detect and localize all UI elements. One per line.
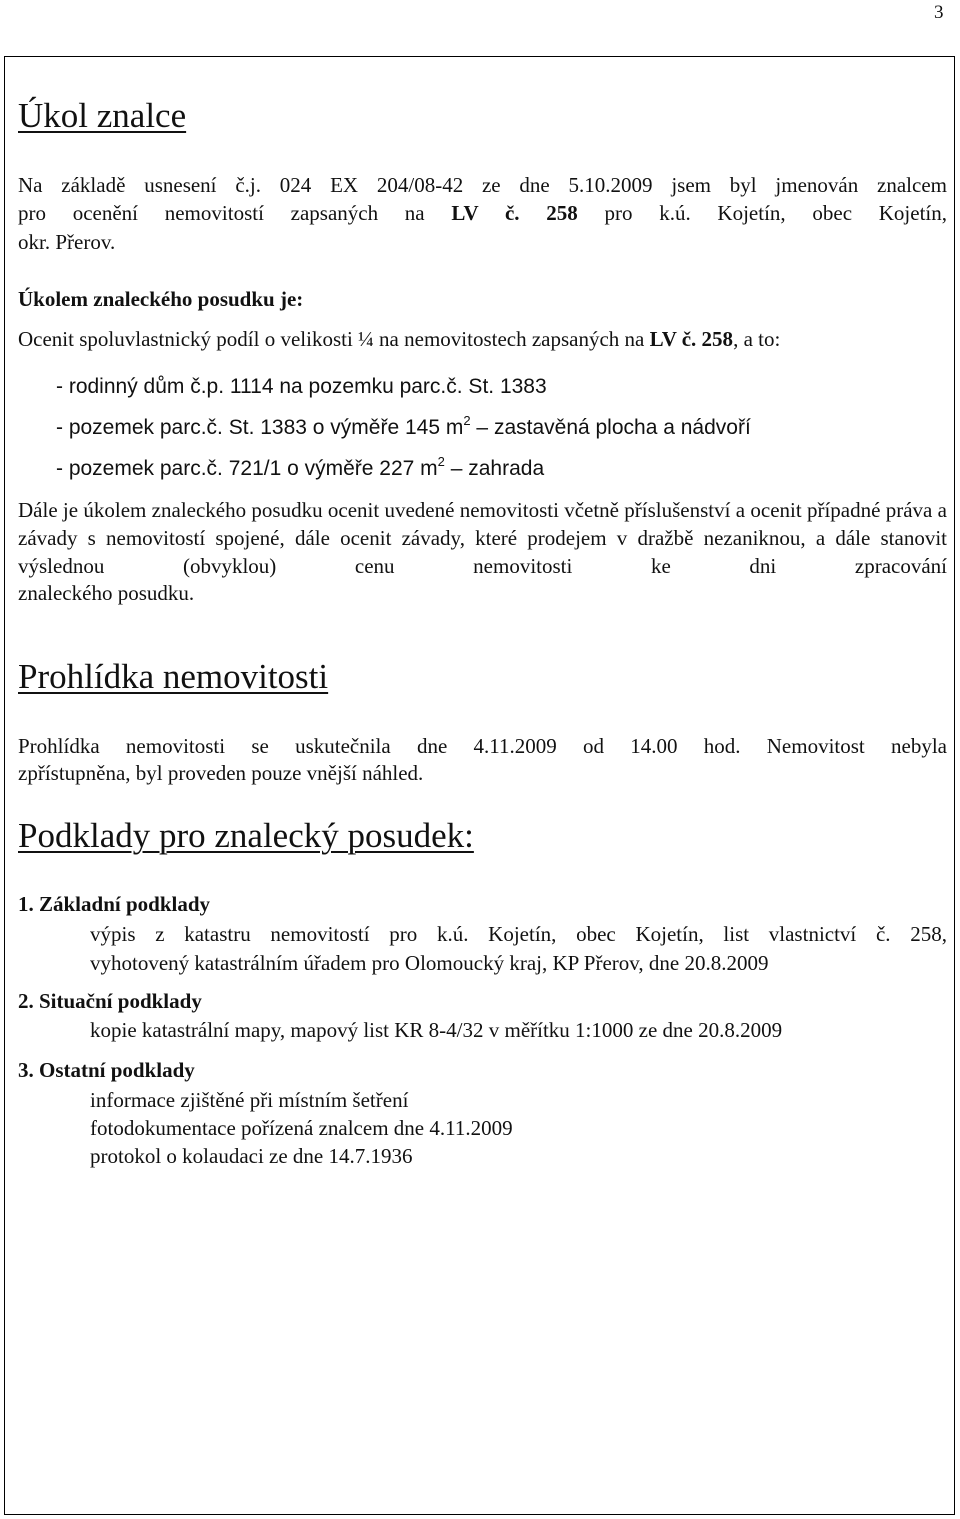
intro-line-2 [18,200,947,227]
further-task-paragraph: Dále je úkolem znaleckého posudku ocenit uvedené nemovitosti včetně příslušenství a ocenit případné práva a závady s nemovitostí spojené, dále ocenit závady, které prodejem v dražbě nezaniknou, a dále stanovit výslednou (obvyklou) cenu nemovitosti ke dni zpracování [18,498,947,578]
lv-number: LV č. 258 [451,201,578,225]
source-line: kopie katastrální mapy, mapový list KR 8-4/32 v měřítku 1:1000 ze dne 20.8.2009 [90,1018,783,1042]
source-line: fotodokumentace pořízená znalcem dne 4.11.2009 [90,1116,513,1140]
intro-line-1: Na základě usnesení č.j. 024 EX 204/08-42 ze dne 5.10.2009 jsem byl jmenován znalcem [18,173,947,197]
property-item-text: - pozemek parc.č. 721/1 o výměře 227 m [56,457,438,480]
intro-text-a: pro ocenění nemovitostí zapsaných na [18,201,452,225]
task-line [18,326,780,353]
page-number: 3 [934,2,944,23]
section-heading-podklady: Podklady pro znalecký posudek: [18,816,474,855]
task-lv-number: LV č. 258 [649,327,734,351]
superscript: 2 [463,413,471,428]
property-item-2 [56,414,751,441]
property-item-rest: – zastavěná plocha a nádvoří [470,416,751,439]
source-line: protokol o kolaudaci ze dne 14.7.1936 [90,1144,413,1168]
superscript: 2 [437,454,445,469]
inspection-text: Prohlídka nemovitosti se uskutečnila dne 4.11.2009 od 14.00 hod. Nemovitost nebyla [18,734,947,758]
task-label: Úkolem znaleckého posudku je: [18,287,304,311]
intro-text-c: pro k.ú. Kojetín, obec Kojetín, [577,201,947,225]
source-line: informace zjištěné při místním šetření [90,1088,409,1112]
property-item-rest: – zahrada [444,457,545,480]
property-item-text: - rodinný dům č.p. 1114 na pozemku parc.č. St. 1383 [56,375,547,398]
intro-line-3: okr. Přerov. [18,230,116,254]
task-text-a: Ocenit spoluvlastnický podíl o velikosti ¼ na nemovitostech zapsaných na [18,327,650,351]
property-item-3 [56,455,544,482]
source-line: vyhotovený katastrálním úřadem pro Olomoucký kraj, KP Přerov, dne 20.8.2009 [90,951,769,975]
property-item-1 [56,373,547,400]
section-heading-ukol: Úkol znalce [18,96,187,135]
source-title-2: 2. Situační podklady [18,989,202,1013]
further-task-end: znaleckého posudku. [18,581,195,605]
property-item-text: - pozemek parc.č. St. 1383 o výměře 145 m [56,416,464,439]
source-line: výpis z katastru nemovitostí pro k.ú. Kojetín, obec Kojetín, list vlastnictví č. 258, [90,922,947,946]
task-text-c: , a to: [733,327,781,351]
inspection-text-end: zpřístupněna, byl proveden pouze vnější náhled. [18,761,424,785]
section-heading-prohlidka: Prohlídka nemovitosti [18,657,329,696]
source-title-3: 3. Ostatní podklady [18,1058,195,1082]
source-title-1: 1. Základní podklady [18,892,211,916]
